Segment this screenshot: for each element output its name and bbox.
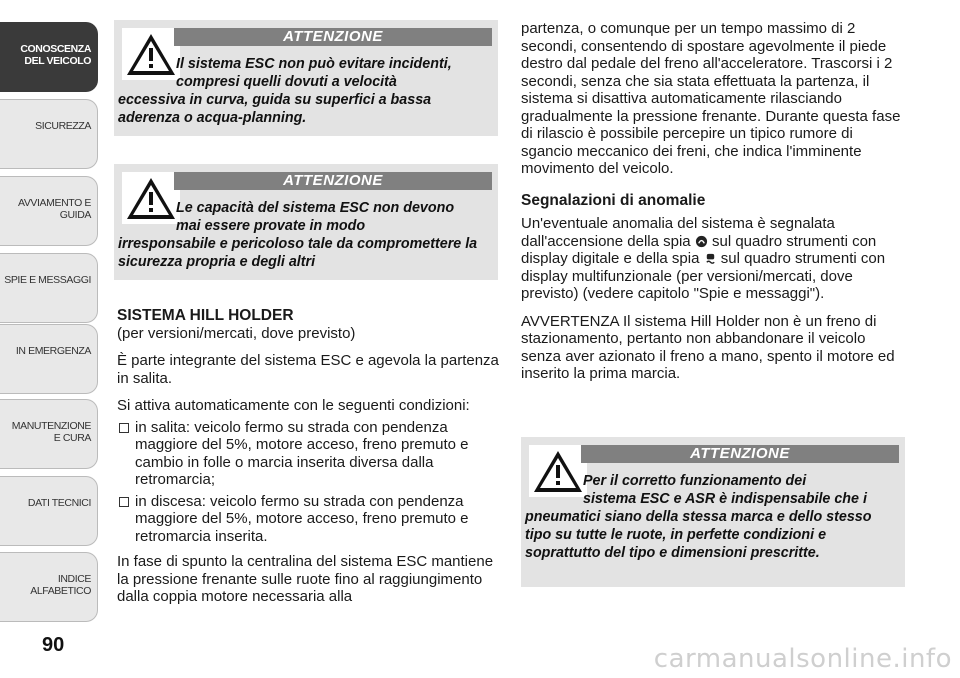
left-column: [117, 307, 502, 616]
page-number: 90: [42, 634, 65, 656]
paragraph: È parte integrante del sistema ESC e agevola la partenza in salita.: [117, 352, 499, 387]
esc-warning-light-icon: [695, 235, 708, 248]
warning-box-3: [521, 437, 905, 587]
tab-manutenzione-e-cura[interactable]: MANUTENZIONE E CURA: [0, 399, 98, 469]
warning-box-1: [114, 20, 498, 136]
watermark: carmanualsonline.info: [653, 644, 952, 674]
section-subheading: (per versioni/mercati, dove previsto): [117, 324, 356, 342]
warning-text: Il sistema ESC non può evitare incidenti, compresi quelli dovuti a velocità eccessiva in curva, guida su superfici a bassa aderenza o acqua-planning.: [118, 56, 452, 126]
tab-sicurezza[interactable]: SICUREZZA: [0, 99, 98, 169]
warning-title: ATTENZIONE: [581, 445, 899, 463]
section-heading: Segnalazioni di anomalie: [521, 191, 706, 209]
checkbox-bullet-icon: [119, 423, 129, 433]
checkbox-bullet-icon: [119, 497, 129, 507]
paragraph: Si attiva automaticamente con le seguenti condizioni:: [117, 397, 470, 414]
section-heading: SISTEMA HILL HOLDER: [117, 307, 294, 324]
tab-avviamento-e-guida[interactable]: AVVIAMENTO E GUIDA: [0, 176, 98, 246]
warning-title: ATTENZIONE: [174, 172, 492, 190]
paragraph: In fase di spunto la centralina del sistema ESC mantiene la pressione frenante sulle ruote fino al raggiungimento dalla coppia motore necessaria alla: [117, 553, 494, 605]
tab-indice-alfabetico[interactable]: INDICE ALFABETICO: [0, 552, 98, 622]
list-item: in salita: veicolo fermo su strada con pendenza maggiore del 5%, motore acceso, freno premuto e cambio in folle o marcia inserita diversa dalla retromarcia;: [117, 419, 502, 489]
list-item: in discesa: veicolo fermo su strada con pendenza maggiore del 5%, motore acceso, freno premuto e retromarcia inserita.: [117, 493, 502, 546]
car-skid-warning-light-icon: [704, 252, 717, 265]
warning-title: ATTENZIONE: [174, 28, 492, 46]
warning-text: Per il corretto funzionamento dei sistema ESC e ASR è indispensabile che i pneumatici siano della stessa marca e dello stesso tipo su tutte le ruote, in perfette condizioni e soprattutto del tipo e dimensioni prescritte.: [525, 473, 872, 561]
right-column: [521, 20, 906, 393]
tab-spie-e-messaggi[interactable]: SPIE E MESSAGGI: [0, 253, 98, 323]
tab-dati-tecnici[interactable]: DATI TECNICI: [0, 476, 98, 546]
paragraph: partenza, o comunque per un tempo massimo di 2 secondi, consentendo di spostare agevolmente il piede destro dal pedale del freno all'acceleratore. Trascorsi i 2 secondi, senza che sia stata effettuata la partenza, il sistema si disattiva automaticamente rilasciando gradualmente la pressione frenante. Durante questa fase di rilascio è possibile percepire un tipico rumore di sgancio meccanico dei freni, che indica l'imminente movimento del veicolo.: [521, 20, 901, 177]
warning-box-2: [114, 164, 498, 280]
warning-text: Le capacità del sistema ESC non devono mai essere provate in modo irresponsabile e pericoloso tale da compromettere la sicurezza propria e degli altri: [118, 200, 478, 270]
paragraph: Un'eventuale anomalia del sistema è segnalata dall'accensione della spia sul quadro strumenti con display digitale e della spia sul quadro strumenti con display multifunzionale (per versioni/mercati, dove previsto) (vedere capitolo "Spie e messaggi").: [521, 215, 886, 302]
tab-conoscenza-del-veicolo[interactable]: CONOSCENZA DEL VEICOLO: [0, 22, 98, 92]
tab-in-emergenza[interactable]: IN EMERGENZA: [0, 324, 98, 394]
paragraph: AVVERTENZA Il sistema Hill Holder non è un freno di stazionamento, pertanto non abbandonare il veicolo senza aver azionato il freno a mano, spento il motore ed inserito la prima marcia.: [521, 312, 895, 382]
